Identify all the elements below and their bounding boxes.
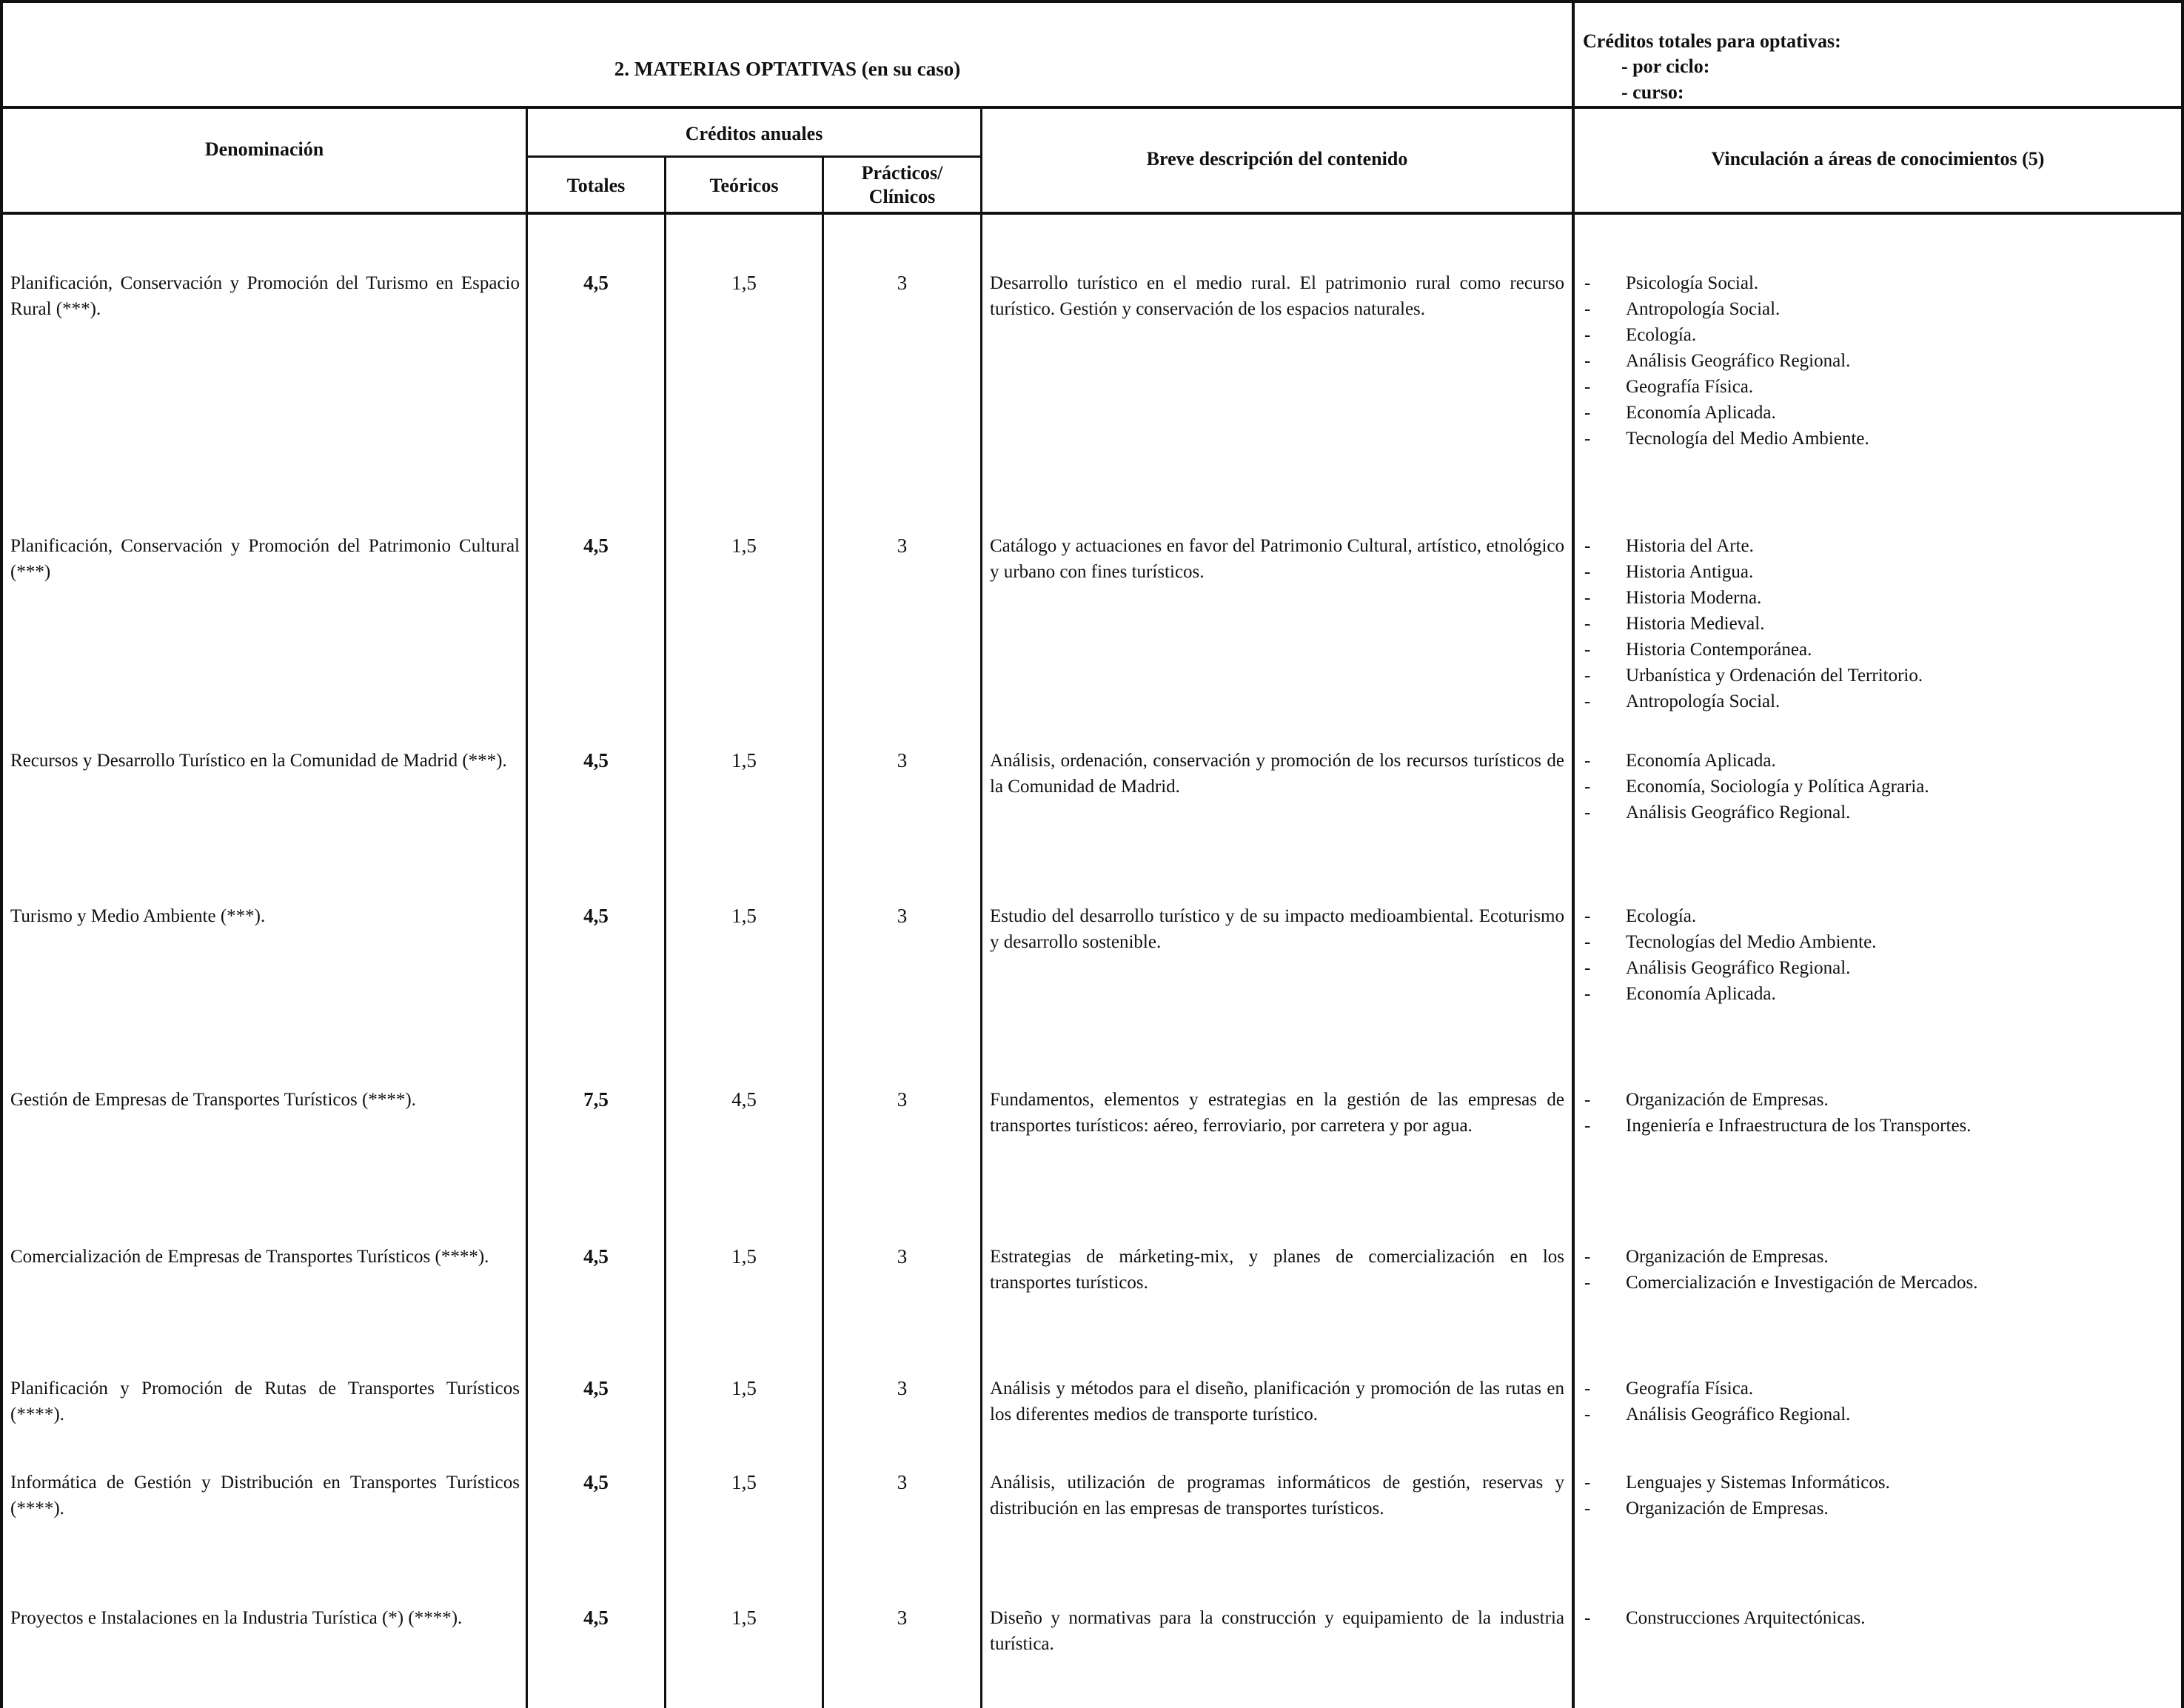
credits-teoricos: 4,5 [731, 1088, 757, 1111]
credits-totales: 4,5 [583, 905, 609, 927]
column-header-vinculacion: Vinculación a áreas de conocimientos (5) [1711, 148, 2045, 170]
knowledge-area-label: Análisis Geográfico Regional. [1626, 958, 1851, 978]
knowledge-areas-list [1584, 1376, 2177, 1427]
knowledge-area-label: Tecnología del Medio Ambiente. [1626, 429, 1869, 449]
credits-practicos: 3 [897, 272, 908, 294]
bullet-dash: - [1584, 273, 1591, 293]
content-description: Análisis, utilización de programas informáticos de gestión, reservas y distribución en las empresas de transportes turísticos. [990, 1473, 1564, 1518]
knowledge-areas-list [1584, 270, 2177, 452]
list-item [1584, 611, 2177, 637]
bullet-dash: - [1584, 1404, 1591, 1424]
subject-name: Proyectos e Instalaciones en la Industria Turística (*) (****). [10, 1608, 463, 1628]
credits-totales: 4,5 [583, 535, 609, 557]
knowledge-area-label: Tecnologías del Medio Ambiente. [1626, 932, 1877, 952]
list-item [1584, 955, 2177, 981]
knowledge-area-label: Historia Contemporánea. [1626, 640, 1812, 660]
credits-teoricos: 1,5 [731, 1607, 757, 1629]
table-border-left [0, 0, 3, 1708]
bullet-dash: - [1584, 1608, 1591, 1628]
credits-totales: 4,5 [583, 1607, 609, 1629]
credits-practicos: 3 [897, 1607, 908, 1629]
bullet-dash: - [1584, 751, 1591, 771]
column-header-divider [0, 212, 2184, 215]
credits-teoricos: 1,5 [731, 749, 757, 771]
bullet-dash: - [1584, 562, 1591, 582]
column-header-clinicos: Clínicos [868, 186, 936, 207]
content-description: Diseño y normativas para la construcción y equipamiento de la industria turística. [990, 1608, 1564, 1654]
knowledge-area-label: Organización de Empresas. [1626, 1498, 1829, 1518]
credits-totales: 4,5 [583, 749, 609, 771]
list-item [1584, 533, 2177, 559]
credits-practicos: 3 [897, 1471, 908, 1493]
credits-subheader-divider [527, 155, 982, 158]
subject-name: Planificación, Conservación y Promoción del Turismo en Espacio Rural (***). [10, 273, 520, 319]
subject-name: Gestión de Empresas de Transportes Turísticos (****). [10, 1090, 416, 1110]
knowledge-area-label: Ecología. [1626, 906, 1697, 926]
credits-practicos: 3 [897, 1245, 908, 1267]
column-header-denominacion: Denominación [204, 138, 324, 160]
list-item [1584, 689, 2177, 714]
content-description: Catálogo y actuaciones en favor del Patrimonio Cultural, artístico, etnológico y urbano con fines turísticos. [990, 536, 1564, 582]
list-item [1584, 1605, 2177, 1631]
knowledge-area-label: Antropología Social. [1626, 691, 1781, 711]
knowledge-areas-list [1584, 1605, 2177, 1631]
credits-teoricos: 1,5 [731, 905, 757, 927]
list-item [1584, 1401, 2177, 1427]
knowledge-areas-list [1584, 1244, 2177, 1296]
list-item [1584, 585, 2177, 611]
credits-totales: 4,5 [583, 272, 609, 294]
section-title: 2. MATERIAS OPTATIVAS (en su caso) [614, 58, 961, 80]
bullet-dash: - [1584, 777, 1591, 797]
knowledge-area-label: Análisis Geográfico Regional. [1626, 803, 1851, 823]
header-divider [0, 106, 2184, 109]
bullet-dash: - [1584, 803, 1591, 823]
list-item [1584, 1244, 2177, 1270]
list-item [1584, 800, 2177, 825]
credits-teoricos: 1,5 [731, 1245, 757, 1267]
knowledge-area-label: Urbanística y Ordenación del Territorio. [1626, 666, 1923, 686]
bullet-dash: - [1584, 403, 1591, 423]
knowledge-areas-list [1584, 748, 2177, 825]
list-item [1584, 426, 2177, 452]
credits-teoricos: 1,5 [731, 272, 757, 294]
knowledge-area-label: Comercialización e Investigación de Mercados. [1626, 1273, 1978, 1293]
bullet-dash: - [1584, 325, 1591, 345]
bullet-dash: - [1584, 1090, 1591, 1110]
list-item [1584, 374, 2177, 400]
column-header-totales: Totales [566, 175, 626, 196]
list-item [1584, 1496, 2177, 1521]
credits-box-divider [1572, 0, 1575, 1708]
bullet-dash: - [1584, 299, 1591, 319]
credits-practicos: 3 [897, 1377, 908, 1399]
content-description: Desarrollo turístico en el medio rural. El patrimonio rural como recurso turístico. Gestión y conservación de los espacios naturales. [990, 273, 1564, 319]
col-divider-4 [980, 106, 982, 1708]
content-description: Fundamentos, elementos y estrategias en la gestión de las empresas de transportes turísticos: aéreo, ferroviario, por carretera y por agua. [990, 1090, 1564, 1136]
list-item [1584, 981, 2177, 1007]
bullet-dash: - [1584, 588, 1591, 608]
bullet-dash: - [1584, 906, 1591, 926]
knowledge-area-label: Ingeniería e Infraestructura de los Transportes. [1626, 1116, 1972, 1136]
list-item [1584, 1376, 2177, 1401]
column-header-creditos-anuales: Créditos anuales [685, 123, 823, 144]
credits-practicos: 3 [897, 749, 908, 771]
list-item [1584, 1270, 2177, 1296]
knowledge-area-label: Antropología Social. [1626, 299, 1781, 319]
credits-teoricos: 1,5 [731, 1377, 757, 1399]
list-item [1584, 1087, 2177, 1113]
bullet-dash: - [1584, 1116, 1591, 1136]
list-item [1584, 348, 2177, 374]
bullet-dash: - [1584, 1379, 1591, 1399]
knowledge-area-label: Historia Medieval. [1626, 614, 1765, 634]
knowledge-area-label: Lenguajes y Sistemas Informáticos. [1626, 1473, 1890, 1493]
content-description: Estrategias de márketing-mix, y planes de comercialización en los transportes turísticos. [990, 1247, 1564, 1293]
knowledge-area-label: Historia Moderna. [1626, 588, 1762, 608]
knowledge-area-label: Ecología. [1626, 325, 1697, 345]
knowledge-area-label: Organización de Empresas. [1626, 1247, 1829, 1267]
table-border-right [2181, 0, 2184, 1708]
knowledge-area-label: Economía, Sociología y Política Agraria. [1626, 777, 1929, 797]
subject-name: Recursos y Desarrollo Turístico en la Comunidad de Madrid (***). [10, 751, 507, 771]
content-description: Análisis y métodos para el diseño, planificación y promoción de las rutas en los diferentes medios de transporte turístico. [990, 1379, 1564, 1424]
list-item [1584, 400, 2177, 426]
credits-totales: 7,5 [583, 1088, 609, 1111]
knowledge-area-label: Historia del Arte. [1626, 536, 1754, 556]
list-item [1584, 748, 2177, 774]
knowledge-area-label: Geografía Física. [1626, 1379, 1754, 1399]
knowledge-area-label: Economía Aplicada. [1626, 751, 1776, 771]
credits-totales: 4,5 [583, 1377, 609, 1399]
knowledge-areas-list [1584, 903, 2177, 1007]
bullet-dash: - [1584, 1247, 1591, 1267]
credits-practicos: 3 [897, 1088, 908, 1111]
column-header-teoricos: Teóricos [709, 175, 779, 196]
bullet-dash: - [1584, 640, 1591, 660]
knowledge-area-label: Economía Aplicada. [1626, 984, 1776, 1004]
knowledge-area-label: Análisis Geográfico Regional. [1626, 351, 1851, 371]
credits-box-title: Créditos totales para optativas: [1583, 30, 1841, 52]
knowledge-area-label: Economía Aplicada. [1626, 403, 1776, 423]
bullet-dash: - [1584, 691, 1591, 711]
list-item [1584, 903, 2177, 929]
list-item [1584, 663, 2177, 689]
list-item [1584, 929, 2177, 955]
knowledge-area-label: Psicología Social. [1626, 273, 1759, 293]
knowledge-area-label: Historia Antigua. [1626, 562, 1754, 582]
subject-name: Planificación, Conservación y Promoción del Patrimonio Cultural (***) [10, 536, 520, 582]
credits-totales: 4,5 [583, 1471, 609, 1493]
list-item [1584, 1470, 2177, 1496]
knowledge-area-label: Construcciones Arquitectónicas. [1626, 1608, 1866, 1628]
bullet-dash: - [1584, 666, 1591, 686]
content-description: Estudio del desarrollo turístico y de su impacto medioambiental. Ecoturismo y desarrollo sostenible. [990, 906, 1564, 952]
knowledge-area-label: Análisis Geográfico Regional. [1626, 1404, 1851, 1424]
bullet-dash: - [1584, 1498, 1591, 1518]
bullet-dash: - [1584, 614, 1591, 634]
knowledge-area-label: Organización de Empresas. [1626, 1090, 1829, 1110]
knowledge-area-label: Geografía Física. [1626, 377, 1754, 397]
credits-teoricos: 1,5 [731, 1471, 757, 1493]
list-item [1584, 296, 2177, 322]
subject-name: Informática de Gestión y Distribución en Transportes Turísticos (****). [10, 1473, 520, 1518]
credits-per-cycle: - por ciclo: [1621, 56, 1710, 77]
credits-practicos: 3 [897, 535, 908, 557]
bullet-dash: - [1584, 958, 1591, 978]
bullet-dash: - [1584, 377, 1591, 397]
credits-per-course: - curso: [1621, 81, 1684, 103]
content-description: Análisis, ordenación, conservación y promoción de los recursos turísticos de la Comunidad de Madrid. [990, 751, 1564, 797]
list-item [1584, 322, 2177, 348]
knowledge-areas-list [1584, 1470, 2177, 1521]
subject-name: Planificación y Promoción de Rutas de Transportes Turísticos (****). [10, 1379, 520, 1424]
bullet-dash: - [1584, 1473, 1591, 1493]
column-header-descripcion: Breve descripción del contenido [1146, 148, 1408, 170]
bullet-dash: - [1584, 536, 1591, 556]
credits-totales: 4,5 [583, 1245, 609, 1267]
bullet-dash: - [1584, 932, 1591, 952]
knowledge-areas-list [1584, 1087, 2177, 1139]
list-item [1584, 1113, 2177, 1139]
table-border-top [0, 0, 2184, 3]
list-item [1584, 270, 2177, 296]
bullet-dash: - [1584, 1273, 1591, 1293]
bullet-dash: - [1584, 351, 1591, 371]
credits-teoricos: 1,5 [731, 535, 757, 557]
subject-name: Comercialización de Empresas de Transportes Turísticos (****). [10, 1247, 489, 1267]
list-item [1584, 637, 2177, 663]
subject-name: Turismo y Medio Ambiente (***). [10, 906, 266, 926]
credits-practicos: 3 [897, 905, 908, 927]
bullet-dash: - [1584, 429, 1591, 449]
knowledge-areas-list [1584, 533, 2177, 714]
list-item [1584, 559, 2177, 585]
column-header-practicos: Prácticos/ [861, 162, 943, 184]
bullet-dash: - [1584, 984, 1591, 1004]
list-item [1584, 774, 2177, 800]
